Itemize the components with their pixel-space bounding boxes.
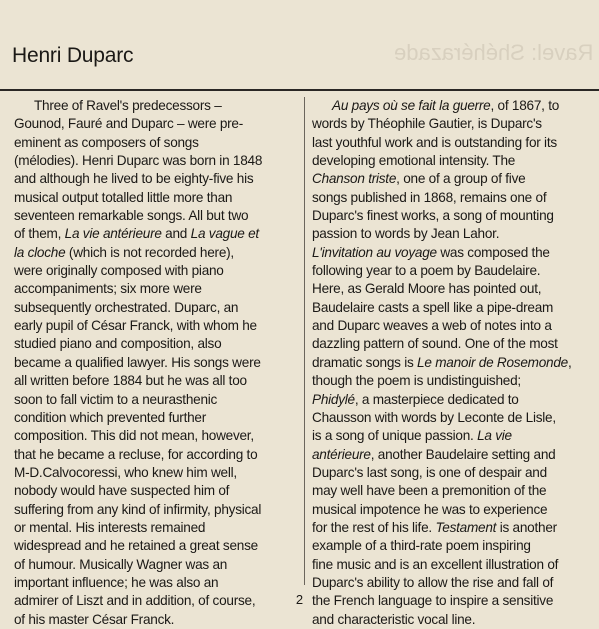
text-line: dazzling pattern of sound. One of the most xyxy=(312,336,558,352)
text-line: though the poem is undistinguished; xyxy=(312,373,521,389)
text-line: Here, as Gerald Moore has pointed out, xyxy=(312,281,542,297)
text-line: following year to a poem by Baudelaire. xyxy=(312,263,541,279)
text-line: may well have been a premonition of the xyxy=(312,483,547,499)
page-number: 2 xyxy=(295,592,304,607)
text-line: Gounod, Fauré and Duparc – were pre- xyxy=(14,116,244,132)
text-line: words by Théophile Gautier, is Duparc's xyxy=(312,116,542,132)
page-title: Henri Duparc xyxy=(12,44,134,67)
header-rule xyxy=(0,89,599,91)
text-line: example of a third-rate poem inspiring xyxy=(312,538,531,554)
text-line: last youthful work and is outstanding for its xyxy=(312,134,557,150)
left-column xyxy=(14,97,304,629)
text-line: (mélodies). Henri Duparc was born in 1848 xyxy=(14,153,263,169)
text-line: Duparc's last song, is one of despair and xyxy=(312,464,547,480)
text-line: suffering from any kind of infirmity, physical xyxy=(14,501,262,517)
text-line: and Duparc weaves a web of notes into a xyxy=(312,318,552,334)
text-line: songs published in 1868, remains one of xyxy=(312,189,547,205)
text-line: soon to fall victim to a neurasthenic xyxy=(14,391,218,407)
text-line: or mental. His interests remained xyxy=(14,519,206,535)
text-line: musical impotence he was to experience xyxy=(312,501,548,517)
text-line: of them, La vie antérieure and La vague et xyxy=(14,226,259,242)
text-line: condition which prevented further xyxy=(14,409,206,425)
text-line: Chanson triste, one of a group of five xyxy=(312,171,526,187)
text-line: seventeen remarkable songs. All but two xyxy=(14,208,249,224)
text-line: M-D.Calvocoressi, who knew him well, xyxy=(14,464,237,480)
text-line: composition. This did not mean, however, xyxy=(14,428,254,444)
text-line: all written before 1884 but he was all too xyxy=(14,373,247,389)
bleed-through-text: Ravel: Shéhérazade xyxy=(393,40,593,65)
text-line: and although he lived to be eighty-five his xyxy=(14,171,254,187)
text-line: subsequently orchestrated. Duparc, an xyxy=(14,299,239,315)
text-line: Three of Ravel's predecessors – xyxy=(34,98,222,113)
text-line: admirer of Liszt and in addition, of course, xyxy=(14,593,256,609)
text-line: early pupil of César Franck, with whom he xyxy=(14,318,257,334)
text-line: Phidylé, a masterpiece dedicated to xyxy=(312,391,519,407)
text-line: fine music and is an excellent illustration of xyxy=(312,556,559,572)
text-line: important influence; he was also an xyxy=(14,574,219,590)
right-column xyxy=(312,97,596,629)
text-line: were originally composed with piano xyxy=(14,263,224,279)
text-line: accompaniments; six more were xyxy=(14,281,202,297)
text-line: that he became a recluse, for according to xyxy=(14,446,258,462)
text-line: antérieure, another Baudelaire setting and xyxy=(312,446,556,462)
text-line: developing emotional intensity. The xyxy=(312,153,516,169)
text-line: Chausson with words by Leconte de Lisle, xyxy=(312,409,556,425)
text-line: and characteristic vocal line. xyxy=(312,611,476,627)
text-line: la cloche (which is not recorded here), xyxy=(14,244,234,260)
text-line: Duparc's finest works, a song of mounting xyxy=(312,208,554,224)
text-line: eminent as composers of songs xyxy=(14,134,199,150)
text-line: of his master César Franck. xyxy=(14,611,175,627)
text-line: L'invitation au voyage was composed the xyxy=(312,244,550,260)
text-line: Baudelaire casts a spell like a pipe-dream xyxy=(312,299,554,315)
text-line: became a qualified lawyer. His songs were xyxy=(14,354,261,370)
text-line: studied piano and composition, also xyxy=(14,336,222,352)
text-line: is a song of unique passion. La vie xyxy=(312,428,512,444)
column-divider xyxy=(304,97,305,585)
text-line: passion to words by Jean Lahor. xyxy=(312,226,500,242)
text-line: musical output totalled little more than xyxy=(14,189,233,205)
text-line: of humour. Musically Wagner was an xyxy=(14,556,228,572)
text-line: widespread and he retained a great sense xyxy=(14,538,258,554)
text-line: Au pays où se fait la guerre, of 1867, to xyxy=(332,98,560,113)
text-line: the French language to inspire a sensitive xyxy=(312,593,554,609)
text-line: Duparc's ability to allow the rise and fall of xyxy=(312,574,554,590)
text-line: dramatic songs is Le manoir de Rosemonde, xyxy=(312,354,572,370)
text-line: nobody would have suspected him of xyxy=(14,483,230,499)
text-line: for the rest of his life. Testament is another xyxy=(312,519,557,535)
